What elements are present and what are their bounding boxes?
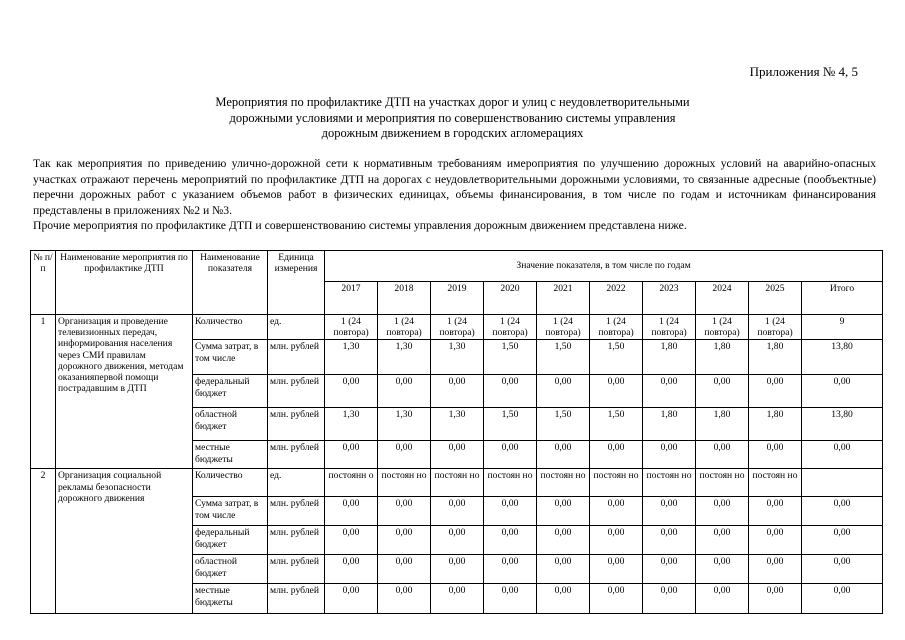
cell-value: 1,50 (537, 340, 590, 375)
cell-total: 0,00 (802, 497, 883, 526)
cell-value: 0,00 (378, 555, 431, 584)
cell-value: 1,50 (537, 408, 590, 441)
cell-value: 1,80 (696, 408, 749, 441)
cell-value: 0,00 (749, 526, 802, 555)
cell-activity: Организация социальной рекламы безопасности дорожного движения (56, 469, 193, 614)
table-header (31, 251, 883, 315)
cell-value: 0,00 (484, 375, 537, 408)
cell-unit: млн. рублей (268, 375, 325, 408)
cell-value: 0,00 (590, 497, 643, 526)
header-year: 2025 (749, 282, 802, 315)
cell-unit: млн. рублей (268, 526, 325, 555)
header-unit: Единица измерения (268, 251, 325, 315)
cell-value: постоян но (484, 469, 537, 497)
cell-value: 1 (24 повтора) (749, 315, 802, 340)
cell-value: постоян но (643, 469, 696, 497)
cell-value: 0,00 (590, 584, 643, 614)
cell-total: 0,00 (802, 526, 883, 555)
cell-value: 0,00 (537, 555, 590, 584)
cell-value: 0,00 (325, 555, 378, 584)
cell-value: 1 (24 повтора) (484, 315, 537, 340)
header-total: Итого (802, 282, 883, 315)
cell-value: 0,00 (537, 441, 590, 469)
cell-value: 0,00 (643, 584, 696, 614)
cell-value: 0,00 (643, 555, 696, 584)
cell-total: 9 (802, 315, 883, 340)
cell-value: 0,00 (590, 441, 643, 469)
cell-total: 13,80 (802, 340, 883, 375)
cell-indicator: Количество (193, 315, 268, 340)
cell-value: 0,00 (696, 375, 749, 408)
cell-total: 0,00 (802, 441, 883, 469)
header-year: 2023 (643, 282, 696, 315)
cell-value: постоян но (696, 469, 749, 497)
cell-value: 0,00 (378, 441, 431, 469)
cell-value: 0,00 (590, 375, 643, 408)
cell-value: 0,00 (325, 375, 378, 408)
cell-indicator: Количество (193, 469, 268, 497)
cell-value: 0,00 (749, 584, 802, 614)
cell-indicator: Сумма затрат, в том числе (193, 340, 268, 375)
cell-value: 0,00 (537, 526, 590, 555)
cell-value: 0,00 (378, 497, 431, 526)
cell-num: 2 (31, 469, 56, 614)
header-activity: Наименование мероприятия по профилактике ДТП (56, 251, 193, 315)
table-row (31, 469, 883, 497)
cell-value: 0,00 (537, 497, 590, 526)
cell-value: 0,00 (431, 441, 484, 469)
cell-value: постоян но (378, 469, 431, 497)
cell-value: постоян но (537, 469, 590, 497)
cell-value: 0,00 (431, 497, 484, 526)
cell-value: 0,00 (378, 526, 431, 555)
cell-unit: млн. рублей (268, 408, 325, 441)
cell-indicator: областной бюджет (193, 408, 268, 441)
cell-value: 0,00 (696, 497, 749, 526)
intro-paragraph: Так как мероприятия по приведению улично-дорожной сети к нормативным требованиям имероприятия по улучшению дорожных условий на аварийно-опасных участках отражают перечень мероприятий по профилактике ДТП на дорогах с неудовлетворительными дорожными условиями, то связанные адресные (пообъектные) перечни дорожных работ с указанием объемов работ в физических единицах, объемы финансирования, в том числе по годам и источникам финансирования представлены в приложениях №2 и №3. (33, 157, 876, 217)
cell-value: 1,50 (484, 408, 537, 441)
cell-value: постоян но (749, 469, 802, 497)
cell-value: 1,50 (484, 340, 537, 375)
cell-total: 0,00 (802, 375, 883, 408)
cell-value: 1 (24 повтора) (325, 315, 378, 340)
activities-table (30, 250, 883, 614)
cell-activity: Организация и проведение телевизионных передач, информирования населения через СМИ правилам дорожного движения, методам оказанияпервой помощи пострадавшим в ДТП (56, 315, 193, 469)
header-values-group: Значение показателя, в том числе по годам (325, 251, 883, 282)
cell-value: 0,00 (643, 497, 696, 526)
cell-value: 0,00 (696, 584, 749, 614)
cell-value: 0,00 (537, 584, 590, 614)
cell-value: 1 (24 повтора) (696, 315, 749, 340)
cell-total (802, 469, 883, 497)
cell-value: 0,00 (749, 441, 802, 469)
cell-value: 1,80 (749, 340, 802, 375)
cell-value: 1,80 (749, 408, 802, 441)
cell-total: 0,00 (802, 555, 883, 584)
cell-value: постоянн о (325, 469, 378, 497)
cell-value: 0,00 (643, 441, 696, 469)
cell-indicator: федеральный бюджет (193, 526, 268, 555)
intro-text (33, 156, 876, 234)
cell-value: 1 (24 повтора) (643, 315, 696, 340)
cell-value: 1,80 (643, 408, 696, 441)
cell-num: 1 (31, 315, 56, 469)
cell-value: 0,00 (431, 584, 484, 614)
cell-indicator: местные бюджеты (193, 441, 268, 469)
cell-value: 0,00 (696, 526, 749, 555)
cell-unit: ед. (268, 315, 325, 340)
cell-value: 1 (24 повтора) (590, 315, 643, 340)
intro-paragraph: Прочие мероприятия по профилактике ДТП и совершенствованию системы управления дорожным движением представлена ниже. (33, 219, 687, 232)
cell-indicator: Сумма затрат, в том числе (193, 497, 268, 526)
cell-value: 0,00 (643, 375, 696, 408)
cell-unit: млн. рублей (268, 584, 325, 614)
header-year: 2018 (378, 282, 431, 315)
cell-value: постоян но (431, 469, 484, 497)
cell-value: 0,00 (325, 526, 378, 555)
cell-value: 0,00 (431, 526, 484, 555)
page-reference: Приложения № 4, 5 (749, 64, 858, 79)
cell-value: 0,00 (325, 441, 378, 469)
cell-total: 0,00 (802, 584, 883, 614)
cell-value: 1,30 (378, 340, 431, 375)
cell-unit: млн. рублей (268, 555, 325, 584)
cell-total: 13,80 (802, 408, 883, 441)
title-line: Мероприятия по профилактике ДТП на участках дорог и улиц с неудовлетворительными (215, 95, 690, 109)
cell-value: 0,00 (431, 375, 484, 408)
cell-value: 0,00 (484, 584, 537, 614)
header-num: № п/п (31, 251, 56, 315)
header-year: 2022 (590, 282, 643, 315)
cell-value: 0,00 (590, 526, 643, 555)
title-line: дорожным движением в городских агломерациях (321, 126, 584, 140)
cell-unit: млн. рублей (268, 441, 325, 469)
cell-value: 0,00 (484, 441, 537, 469)
cell-value: 1 (24 повтора) (378, 315, 431, 340)
cell-indicator: федеральный бюджет (193, 375, 268, 408)
header-year: 2017 (325, 282, 378, 315)
cell-value: 0,00 (749, 375, 802, 408)
cell-value: 0,00 (696, 441, 749, 469)
cell-value: 1,30 (325, 340, 378, 375)
cell-value: 1,30 (431, 340, 484, 375)
header-indicator: Наименование показателя (193, 251, 268, 315)
cell-value: постоян но (590, 469, 643, 497)
cell-value: 1,80 (696, 340, 749, 375)
cell-value: 1,30 (325, 408, 378, 441)
cell-value: 0,00 (484, 497, 537, 526)
cell-value: 0,00 (749, 497, 802, 526)
cell-value: 0,00 (696, 555, 749, 584)
title-line: дорожными условиями и мероприятия по совершенствованию системы управления (229, 110, 676, 125)
cell-value: 0,00 (590, 555, 643, 584)
cell-value: 0,00 (643, 526, 696, 555)
cell-value: 0,00 (484, 555, 537, 584)
cell-value: 1,50 (590, 340, 643, 375)
cell-value: 1,30 (431, 408, 484, 441)
header-year: 2024 (696, 282, 749, 315)
cell-value: 0,00 (325, 497, 378, 526)
cell-unit: млн. рублей (268, 340, 325, 375)
table-row (31, 315, 883, 340)
header-year: 2020 (484, 282, 537, 315)
cell-indicator: областной бюджет (193, 555, 268, 584)
cell-value: 0,00 (431, 555, 484, 584)
cell-value: 0,00 (378, 375, 431, 408)
cell-value: 1 (24 повтора) (431, 315, 484, 340)
cell-indicator: местные бюджеты (193, 584, 268, 614)
header-year: 2019 (431, 282, 484, 315)
header-year: 2021 (537, 282, 590, 315)
cell-value: 1,80 (643, 340, 696, 375)
cell-value: 1 (24 повтора) (537, 315, 590, 340)
document-title (0, 95, 905, 142)
cell-value: 0,00 (484, 526, 537, 555)
cell-value: 1,50 (590, 408, 643, 441)
cell-value: 0,00 (378, 584, 431, 614)
cell-value: 1,30 (378, 408, 431, 441)
cell-unit: млн. рублей (268, 497, 325, 526)
cell-value: 0,00 (749, 555, 802, 584)
cell-unit: ед. (268, 469, 325, 497)
table-body (31, 315, 883, 614)
cell-value: 0,00 (537, 375, 590, 408)
cell-value: 0,00 (325, 584, 378, 614)
